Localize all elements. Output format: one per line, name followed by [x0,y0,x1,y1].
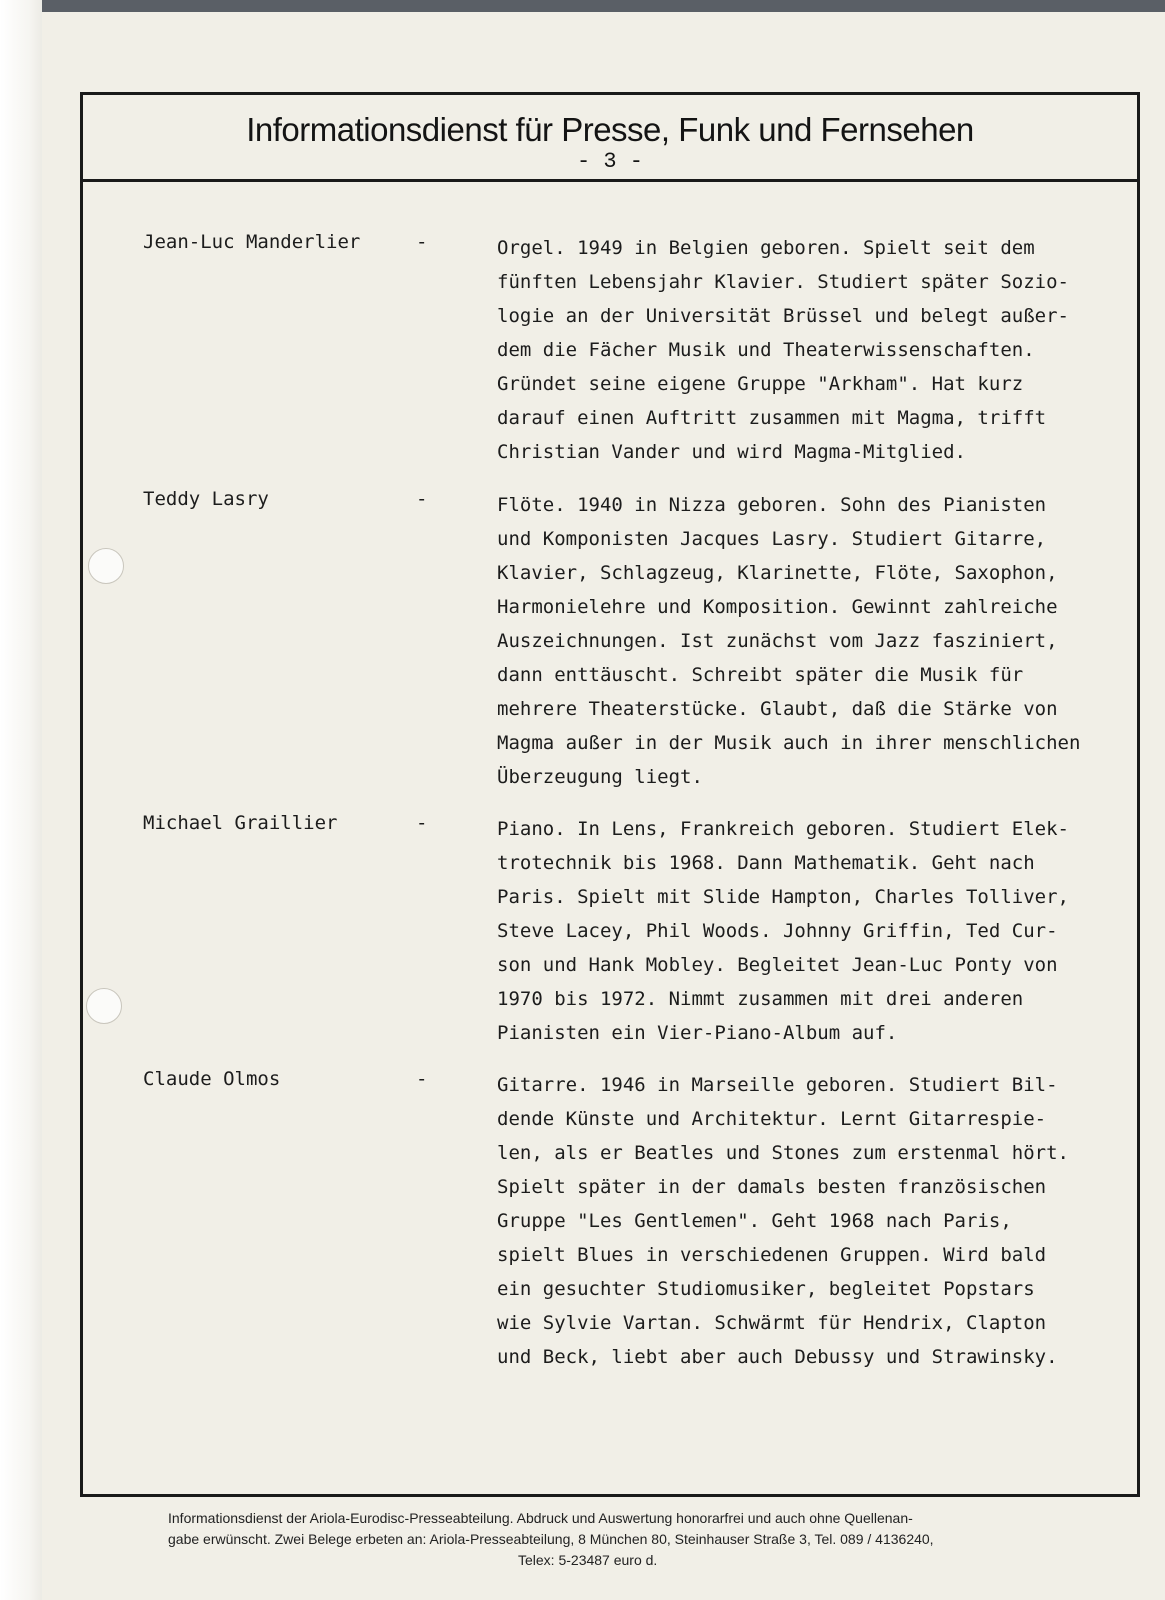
scan-left-edge [0,0,42,1600]
musician-name: Jean-Luc Manderlier [143,231,361,253]
bio-line: Klavier, Schlagzeug, Klarinette, Flöte, Saxophon, [497,562,1058,584]
bio-line: Piano. In Lens, Frankreich geboren. Studiert Elek- [497,818,1069,840]
musician-bio [497,812,1127,1050]
bio-line: Gruppe "Les Gentlemen". Geht 1968 nach Paris, [497,1210,1012,1232]
footer-line: Informationsdienst der Ariola-Eurodisc-Presseabteilung. Abdruck und Auswertung honorarfrei und auch ohne Quellenan- [168,1510,913,1526]
musician-name: Michael Graillier [143,812,338,834]
musician-name: Teddy Lasry [143,488,269,510]
document-footer [168,1508,1068,1571]
document-header [83,95,1137,182]
bio-line: mehrere Theaterstücke. Glaubt, daß die Stärke von [497,698,1058,720]
bio-line: Auszeichnungen. Ist zunächst vom Jazz fasziniert, [497,630,1058,652]
page-number: - 3 - [576,149,643,174]
bio-line: Magma außer in der Musik auch in ihrer menschlichen [497,732,1081,754]
separator-dash: - [416,231,428,253]
bio-line: 1970 bis 1972. Nimmt zusammen mit drei anderen [497,988,1024,1010]
bio-line: Paris. Spielt mit Slide Hampton, Charles Tolliver, [497,886,1069,908]
footer-telex: Telex: 5-23487 euro d. [518,1552,658,1568]
separator-dash: - [416,1068,428,1090]
musician-bio [497,1068,1127,1374]
bio-line: Harmonielehre und Komposition. Gewinnt zahlreiche [497,596,1058,618]
bio-line: fünften Lebensjahr Klavier. Studiert später Sozio- [497,271,1069,293]
bio-line: son und Hank Mobley. Begleitet Jean-Luc Ponty von [497,954,1058,976]
bio-line: Gitarre. 1946 in Marseille geboren. Studiert Bil- [497,1074,1058,1096]
bio-line: Flöte. 1940 in Nizza geboren. Sohn des Pianisten [497,494,1047,516]
separator-dash: - [416,488,428,510]
musician-name: Claude Olmos [143,1068,281,1090]
bio-line: dem die Fächer Musik und Theaterwissenschaften. [497,339,1035,361]
separator-dash: - [416,812,428,834]
footer-line: gabe erwünscht. Zwei Belege erbeten an: Ariola-Presseabteilung, 8 München 80, Steinhauser Straße 3, Tel. 089 / 4136240, [168,1531,934,1547]
musician-bio [497,488,1127,794]
bio-line: Pianisten ein Vier-Piano-Album auf. [497,1022,898,1044]
bio-line: Steve Lacey, Phil Woods. Johnny Griffin, Ted Cur- [497,920,1058,942]
bio-line: Christian Vander und wird Magma-Mitglied. [497,441,966,463]
bio-line: trotechnik bis 1968. Dann Mathematik. Geht nach [497,852,1035,874]
bio-line: ein gesuchter Studiomusiker, begleitet Popstars [497,1278,1035,1300]
document-frame [80,92,1140,1497]
scan-top-edge [42,0,1165,12]
bio-line: spielt Blues in verschiedenen Gruppen. Wird bald [497,1244,1047,1266]
document-title: Informationsdienst für Presse, Funk und Fernsehen [246,111,974,148]
bio-line: Spielt später in der damals besten französischen [497,1176,1047,1198]
bio-line: dann enttäuscht. Schreibt später die Musik für [497,664,1024,686]
bio-line: wie Sylvie Vartan. Schwärmt für Hendrix, Clapton [497,1312,1047,1334]
bio-line: dende Künste und Architektur. Lernt Gitarrespie- [497,1108,1047,1130]
bio-line: logie an der Universität Brüssel und belegt außer- [497,305,1069,327]
bio-line: Überzeugung liegt. [497,766,703,788]
bio-line: len, als er Beatles und Stones zum erstenmal hört. [497,1142,1069,1164]
bio-line: und Beck, liebt aber auch Debussy und Strawinsky. [497,1346,1058,1368]
bio-line: Gründet seine eigene Gruppe "Arkham". Hat kurz [497,373,1024,395]
bio-line: Orgel. 1949 in Belgien geboren. Spielt seit dem [497,237,1035,259]
bio-line: darauf einen Auftritt zusammen mit Magma, trifft [497,407,1047,429]
musician-bio [497,231,1127,469]
bio-line: und Komponisten Jacques Lasry. Studiert Gitarre, [497,528,1047,550]
